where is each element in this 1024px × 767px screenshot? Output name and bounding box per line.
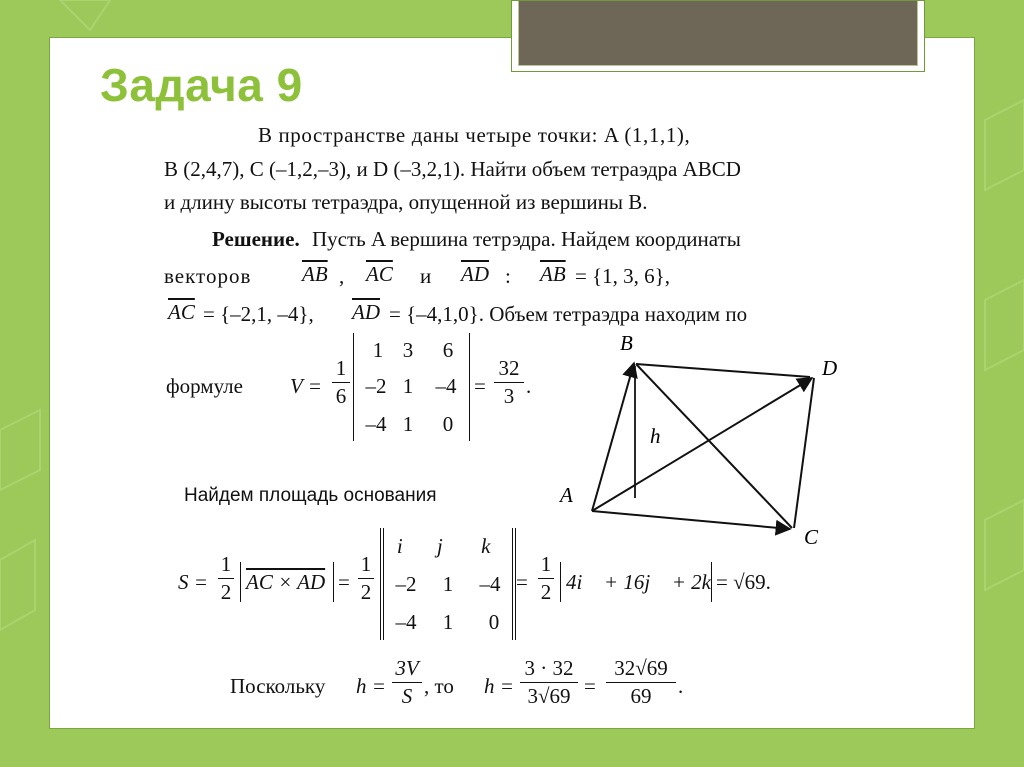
det2-cell: j⃗ [436,534,460,558]
equals-sign: = [584,674,596,698]
det1-cell: –2 [365,374,387,398]
area-result: = √69. [716,570,771,594]
comma-then: , то [424,674,454,698]
h-fraction-3 [606,656,676,709]
fraction-bar [606,682,676,683]
label-b: B [620,331,633,355]
det2-cell: 1 [442,572,454,596]
h-fraction-2 [520,656,578,709]
solution-label: Решение. [212,227,300,251]
h-denominator: S [401,684,413,708]
label-h: h [650,424,661,448]
fraction-bar [494,382,524,383]
fraction-one-half [218,552,234,605]
h-fraction [392,656,422,709]
h3-denominator: 69 [630,684,652,708]
comma-1: , [339,264,345,288]
det2-cell: –4 [479,572,501,596]
det2-cell: 1 [442,610,454,634]
fraction-numerator: 1 [540,552,552,576]
ab-coordinates: = {1, 3, 6}, [575,264,671,288]
fraction-bar [218,578,234,579]
header-tab [511,0,925,72]
h-label-2: h = [484,674,514,698]
fraction-numerator: 1 [335,356,347,380]
det2-cell: 0 [488,610,500,634]
vectors-word: векторов [164,264,252,288]
ac-coordinates: = {–2,1, –4}, [203,302,314,326]
fraction-denominator: 2 [360,580,372,604]
label-c: C [804,525,819,549]
fraction-bar [392,682,422,683]
vector-ac: $\overline{AC}$ [366,262,393,286]
edge-bd [636,364,810,377]
fraction-bar [520,682,578,683]
h2-denominator: 3√69 [527,684,571,708]
volume-result [494,356,524,409]
header-tab-panel [518,1,918,66]
det2-cell: –2 [395,572,417,596]
fraction-bar [358,578,374,579]
problem-line-2: B (2,4,7), C (–1,2,–3), и D (–3,2,1). Найти объем тетраэдра ABCD [164,157,741,181]
fraction-denominator: 6 [335,384,347,408]
period: . [526,374,532,398]
vector-ab-2: $\overline{AB}$ [540,262,566,286]
fraction-denominator: 2 [540,580,552,604]
s-label: S = [178,570,208,594]
h-numerator: 3V [395,656,419,680]
problem-line-3: и длину высоты тетраэдра, опущенной из вершины B. [164,190,648,214]
vector-ad: $\overline{AD}$ [461,262,489,286]
formula-word: формуле [166,374,243,398]
cross-product: AC × AD [246,570,326,594]
result-vector: 4i⃗ + 16j⃗ + 2k⃗ [566,570,728,594]
det1-cell: 0 [442,412,454,436]
det1-cell: 1 [372,338,384,362]
final-period: . [678,674,684,698]
fraction-bar [332,382,350,383]
equals-sign: = [338,570,350,594]
det2-cell: i⃗ [396,534,420,558]
fraction-one-half-3 [538,552,554,605]
det1-cell: –4 [435,374,457,398]
ad-coordinates-and-text: = {–4,1,0}. Объем тетраэдра находим по [389,302,748,326]
det1-cell: –4 [365,412,387,436]
vector-ac-2: $\overline{AC}$ [168,300,195,324]
fraction-one-half-2 [358,552,374,605]
label-a: A [560,483,573,507]
vector-ab: $\overline{AB}$ [302,262,328,286]
vector-ad-2: $\overline{AD}$ [352,300,380,324]
volume-result-numerator: 32 [498,356,520,380]
problem-line-1: В пространстве даны четыре точки: A (1,1,1), [258,123,691,147]
det1-cell: 1 [402,412,414,436]
h2-numerator: 3 · 32 [524,656,574,680]
and-word: и [420,264,432,288]
det2-cell: k⃗ [481,534,507,558]
det1-cell: 6 [442,338,454,362]
det1-cell: 3 [402,338,414,362]
volume-result-denominator: 3 [503,384,515,408]
colon: : [505,264,511,288]
edge-dc [794,378,814,528]
slide-title: Задача 9 [100,59,303,111]
h-label: h = [356,674,386,698]
fraction-denominator: 2 [220,580,232,604]
fraction-numerator: 1 [220,552,232,576]
h3-numerator: 32√69 [614,656,668,680]
edge-ac [592,511,790,529]
since-word: Поскольку [230,674,326,698]
tetrahedron-diagram [560,330,850,555]
equals-sign: = [516,570,528,594]
base-area-text: Найдем площадь основания [184,485,437,506]
v-label: V = [290,374,322,398]
fraction-bar [538,578,554,579]
label-d: D [822,356,838,380]
fraction-one-sixth [332,356,350,409]
equals-sign: = [474,374,486,398]
solution-line-1: Пусть A вершина тетрэдра. Найдем координаты [312,227,741,251]
det2-cell: –4 [395,610,417,634]
det1-cell: 1 [402,374,414,398]
fraction-numerator: 1 [360,552,372,576]
